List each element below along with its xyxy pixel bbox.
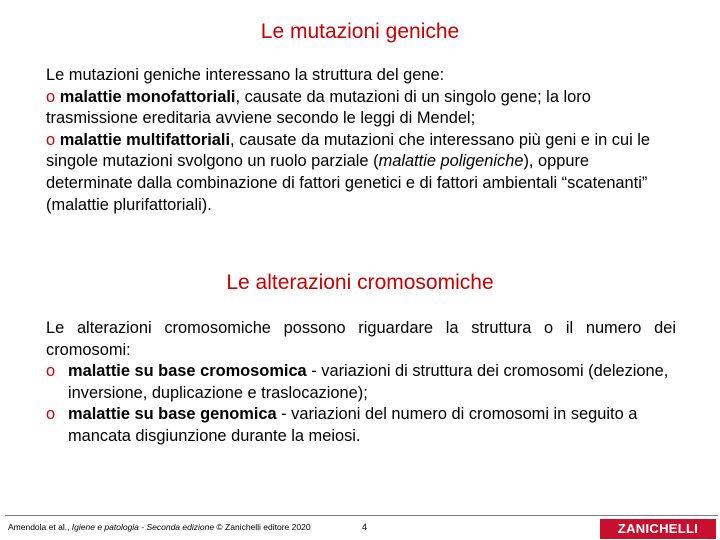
item-text: ), oppure determinate dalla combinazione di fattori genetici e di fattori ambientali “scatenanti” (malattie plurifattoriali).: [46, 152, 648, 214]
bullet-icon: o: [46, 87, 56, 106]
term-genomica: malattie su base genomica: [68, 405, 277, 424]
item-text: , causate da mutazioni di un singolo gene; la loro trasmissione ereditaria avviene secondo le leggi di Mendel;: [46, 87, 591, 128]
intro-text: Le mutazioni geniche interessano la struttura del gene:: [46, 66, 445, 84]
footer-divider: [5, 515, 718, 516]
section-body-mutazioni: [46, 65, 676, 216]
section-title-mutazioni: Le mutazioni geniche: [260, 20, 460, 43]
section-body-alterazioni: [46, 318, 676, 448]
bullet-icon: o: [46, 362, 56, 381]
term-cromosomica: malattie su base cromosomica: [68, 362, 307, 381]
citation-publisher: © Zanichelli editore 2020: [214, 522, 311, 532]
footer-citation: [8, 522, 311, 532]
list-item: [46, 361, 676, 404]
page-number: 4: [362, 522, 368, 532]
citation-title: Igiene e patologia - Seconda edizione: [71, 522, 215, 532]
zanichelli-logo: ZANICHELLI: [600, 519, 716, 539]
section-title-alterazioni: Le alterazioni cromosomiche: [226, 271, 494, 294]
term-multifattoriali: malattie multifattoriali: [59, 130, 230, 149]
bullet-icon: o: [46, 405, 56, 424]
item-text: - variazioni di struttura dei cromosomi (delezione, inversione, duplicazione e traslocazione);: [68, 362, 669, 402]
intro-text: Le alterazioni cromosomiche possono riguardare la struttura o il numero dei cromosomi:: [46, 319, 676, 359]
bullet-icon: o: [46, 130, 56, 149]
item-text: , causate da mutazioni che interessano più geni e in cui le singole mutazioni svolgono un ruolo parziale (: [46, 130, 651, 171]
citation-authors: Amendola et al.,: [8, 522, 72, 532]
italic-term: malattie poligeniche: [378, 152, 524, 171]
list-item: [46, 404, 676, 447]
term-monofattoriali: malattie monofattoriali: [59, 87, 236, 106]
item-text: - variazioni del numero di cromosomi in seguito a mancata disgiunzione durante la meiosi.: [68, 405, 638, 445]
